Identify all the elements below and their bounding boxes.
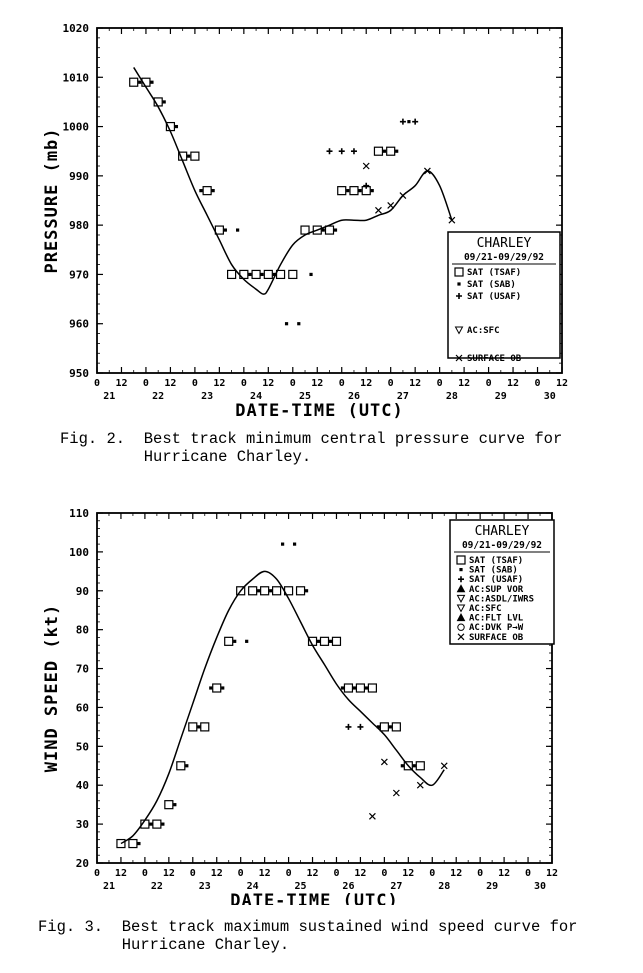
y-tick-label: 950: [69, 367, 89, 380]
y-tick-label: 20: [75, 857, 89, 870]
data-point: [221, 686, 224, 689]
pressure-chart: [0, 0, 643, 420]
data-point: [375, 207, 381, 213]
y-tick-label: 70: [75, 662, 89, 676]
x-tick-label: 12: [507, 378, 520, 389]
x-tick-label: 0: [436, 378, 443, 389]
data-point: [138, 81, 141, 84]
data-point: [358, 189, 361, 192]
x-day-label: 25: [299, 391, 312, 402]
y-tick-label: 1010: [62, 71, 89, 85]
data-point: [392, 723, 400, 731]
legend-title: CHARLEY: [474, 524, 530, 539]
legend-label: SAT (SAB): [469, 565, 518, 576]
series-sat-sab-: [137, 543, 416, 846]
data-point: [377, 725, 380, 728]
data-point: [199, 189, 202, 192]
data-point: [249, 587, 257, 595]
x-tick-label: 12: [311, 378, 324, 389]
x-tick-label: 12: [164, 378, 177, 389]
x-tick-label: 0: [240, 378, 247, 389]
x-tick-label: 12: [545, 868, 559, 879]
data-point: [189, 723, 197, 731]
data-point: [197, 725, 200, 728]
data-point: [269, 589, 272, 592]
x-tick-label: 0: [142, 378, 149, 389]
data-point: [338, 187, 346, 195]
data-point: [339, 148, 345, 154]
x-day-label: 29: [494, 391, 507, 402]
figure-3-caption: Fig. 3. Best track maximum sustained wind speed curve for Hurricane Charley.: [38, 918, 578, 954]
x-tick-label: 12: [360, 378, 373, 389]
legend-dates: 09/21-09/29/92: [461, 540, 543, 551]
x-tick-label: 0: [333, 868, 340, 879]
data-point: [326, 226, 334, 234]
data-point: [363, 163, 369, 169]
x-tick-label: 12: [162, 868, 175, 879]
data-point: [293, 543, 296, 546]
x-tick-label: 0: [534, 378, 541, 389]
x-tick-label: 0: [338, 378, 345, 389]
data-point: [187, 155, 190, 158]
x-tick-label: 12: [262, 378, 275, 389]
data-point: [395, 150, 398, 153]
y-tick-label: 980: [69, 219, 89, 233]
data-point: [153, 820, 161, 828]
data-point: [356, 684, 364, 692]
x-day-label: 26: [342, 881, 355, 892]
wind-speed-chart-svg: [0, 495, 643, 905]
x-tick-label: 0: [429, 868, 436, 879]
data-point: [441, 763, 447, 769]
x-day-label: 24: [246, 881, 259, 892]
x-day-label: 23: [201, 391, 214, 402]
legend-label: AC:DVK P→W: [469, 623, 524, 634]
y-tick-label: 110: [69, 507, 89, 520]
data-point: [149, 823, 152, 826]
data-point: [365, 686, 368, 689]
data-point: [387, 147, 395, 155]
x-axis-title: DATE-TIME (UTC): [230, 891, 399, 905]
best-track-curve: [121, 571, 444, 843]
data-point: [322, 228, 325, 231]
legend-label: SURFACE OB: [467, 354, 522, 364]
series-sat-usaf-: [345, 724, 363, 730]
data-point: [177, 762, 185, 770]
x-tick-label: 12: [458, 378, 471, 389]
y-tick-label: 30: [75, 818, 89, 832]
y-tick-label: 1000: [62, 120, 89, 134]
data-point: [261, 587, 269, 595]
x-tick-label: 0: [141, 868, 148, 879]
x-tick-label: 12: [115, 378, 128, 389]
y-tick-label: 50: [75, 740, 89, 754]
data-point: [341, 686, 344, 689]
data-point: [309, 273, 312, 276]
data-point: [161, 823, 164, 826]
legend-dates: 09/21-09/29/92: [463, 252, 545, 263]
legend-label: AC:ASDL/IWRS: [469, 594, 535, 605]
x-day-label: 24: [250, 391, 263, 402]
data-point: [203, 187, 211, 195]
data-point: [380, 723, 388, 731]
x-tick-label: 12: [213, 378, 226, 389]
data-point: [297, 587, 305, 595]
x-tick-label: 0: [477, 868, 484, 879]
data-point: [150, 81, 153, 84]
data-point: [236, 228, 239, 231]
data-point: [383, 150, 386, 153]
x-tick-label: 12: [114, 868, 127, 879]
x-axis-title: DATE-TIME (UTC): [235, 401, 404, 420]
data-point: [163, 100, 166, 103]
legend-marker: [459, 568, 462, 571]
legend-label: AC:SFC: [469, 604, 502, 614]
data-point: [175, 125, 178, 128]
data-point: [213, 684, 221, 692]
data-point: [344, 684, 352, 692]
data-point: [257, 589, 260, 592]
data-point: [413, 764, 416, 767]
data-point: [381, 759, 387, 765]
data-point: [130, 78, 138, 86]
data-point: [332, 637, 340, 645]
data-point: [329, 640, 332, 643]
legend-label: AC:FLT LVL: [469, 613, 524, 624]
x-day-label: 28: [445, 391, 458, 402]
data-point: [369, 813, 375, 819]
data-point: [305, 589, 308, 592]
data-point: [201, 723, 209, 731]
legend-label: SAT (TSAF): [467, 268, 522, 278]
x-day-label: 21: [103, 391, 116, 402]
x-day-label: 22: [152, 391, 165, 402]
data-point: [351, 148, 357, 154]
legend-label: SAT (USAF): [467, 292, 522, 302]
data-point: [416, 762, 424, 770]
x-tick-label: 0: [485, 378, 492, 389]
y-tick-label: 60: [75, 701, 89, 715]
x-tick-label: 0: [237, 868, 244, 879]
data-point: [273, 587, 281, 595]
legend-label: SAT (TSAF): [469, 556, 524, 566]
data-point: [191, 152, 199, 160]
data-point: [233, 640, 236, 643]
legend-label: SAT (SAB): [467, 280, 516, 290]
series-sat-tsaf-: [117, 587, 424, 848]
y-tick-label: 80: [75, 623, 89, 637]
x-day-label: 22: [150, 881, 163, 892]
data-point: [334, 228, 337, 231]
data-point: [357, 724, 363, 730]
x-tick-label: 12: [409, 378, 422, 389]
data-point: [281, 543, 284, 546]
legend-label: AC:SUP VOR: [469, 584, 524, 595]
data-point: [173, 803, 176, 806]
x-day-label: 27: [396, 391, 409, 402]
wind-speed-chart: [0, 495, 643, 905]
data-point: [321, 637, 329, 645]
best-track-curve: [134, 67, 452, 294]
x-day-label: 27: [390, 881, 403, 892]
data-point: [248, 273, 251, 276]
y-tick-label: 990: [69, 169, 89, 183]
data-point: [165, 801, 173, 809]
y-axis-title: WIND SPEED (kt): [42, 603, 62, 773]
data-point: [209, 686, 212, 689]
data-point: [297, 322, 300, 325]
x-tick-label: 0: [189, 868, 196, 879]
y-tick-label: 40: [75, 779, 89, 793]
data-point: [400, 119, 406, 125]
y-tick-label: 1020: [62, 22, 89, 35]
legend-label: SAT (USAF): [469, 575, 524, 586]
legend-marker: [457, 282, 460, 285]
x-tick-label: 12: [210, 868, 223, 879]
x-day-label: 25: [294, 881, 307, 892]
x-tick-label: 0: [289, 378, 296, 389]
data-point: [393, 790, 399, 796]
series-sat-tsaf-: [130, 78, 395, 278]
x-day-label: 21: [102, 881, 115, 892]
x-day-label: 23: [198, 881, 211, 892]
series-sat-usaf-: [327, 119, 419, 189]
data-point: [417, 782, 423, 788]
legend-label: AC:SFC: [467, 326, 500, 336]
x-tick-label: 0: [93, 868, 101, 879]
data-point: [368, 684, 376, 692]
x-tick-label: 0: [93, 378, 101, 389]
x-day-label: 29: [486, 881, 499, 892]
x-day-label: 28: [438, 881, 451, 892]
y-tick-label: 100: [69, 545, 89, 559]
data-point: [350, 187, 358, 195]
x-day-label: 30: [534, 881, 547, 892]
data-point: [389, 725, 392, 728]
y-tick-label: 960: [69, 317, 89, 331]
data-point: [264, 270, 272, 278]
data-point: [273, 273, 276, 276]
data-point: [212, 189, 215, 192]
data-point: [400, 193, 406, 199]
x-day-label: 26: [347, 391, 360, 402]
y-axis-title: PRESSURE (mb): [42, 127, 62, 274]
x-tick-label: 12: [402, 868, 415, 879]
data-point: [185, 764, 188, 767]
data-point: [346, 189, 349, 192]
legend-title: CHARLEY: [476, 236, 532, 251]
x-day-label: 30: [543, 391, 556, 402]
data-point: [412, 119, 418, 125]
x-tick-label: 0: [525, 868, 532, 879]
data-point: [245, 640, 248, 643]
series-surface-ob: [369, 759, 447, 819]
y-tick-label: 970: [69, 268, 89, 282]
x-tick-label: 0: [387, 378, 394, 389]
data-point: [224, 228, 227, 231]
data-point: [401, 764, 404, 767]
x-tick-label: 0: [285, 868, 292, 879]
x-tick-label: 12: [450, 868, 463, 879]
x-tick-label: 0: [191, 378, 198, 389]
x-tick-label: 12: [498, 868, 511, 879]
pressure-chart-svg: [0, 0, 643, 420]
x-tick-label: 12: [258, 868, 271, 879]
data-point: [374, 147, 382, 155]
legend-label: SURFACE OB: [469, 632, 524, 643]
data-point: [363, 183, 369, 189]
data-point: [345, 724, 351, 730]
data-point: [407, 120, 410, 123]
data-point: [285, 322, 288, 325]
data-point: [388, 202, 394, 208]
data-point: [353, 686, 356, 689]
data-point: [327, 148, 333, 154]
data-point: [260, 273, 263, 276]
y-tick-label: 90: [75, 584, 89, 598]
data-point: [137, 842, 140, 845]
data-point: [371, 189, 374, 192]
series-surface-ob: [363, 163, 455, 223]
data-point: [228, 270, 236, 278]
data-point: [317, 640, 320, 643]
x-tick-label: 0: [381, 868, 388, 879]
series-sat-sab-: [138, 81, 410, 326]
figure-2-caption: Fig. 2. Best track minimum central pressure curve for Hurricane Charley.: [60, 430, 563, 466]
x-tick-label: 12: [306, 868, 319, 879]
data-point: [129, 840, 137, 848]
data-point: [225, 637, 233, 645]
data-point: [289, 270, 297, 278]
x-tick-label: 12: [555, 378, 569, 389]
x-tick-label: 12: [354, 868, 367, 879]
data-point: [252, 270, 260, 278]
